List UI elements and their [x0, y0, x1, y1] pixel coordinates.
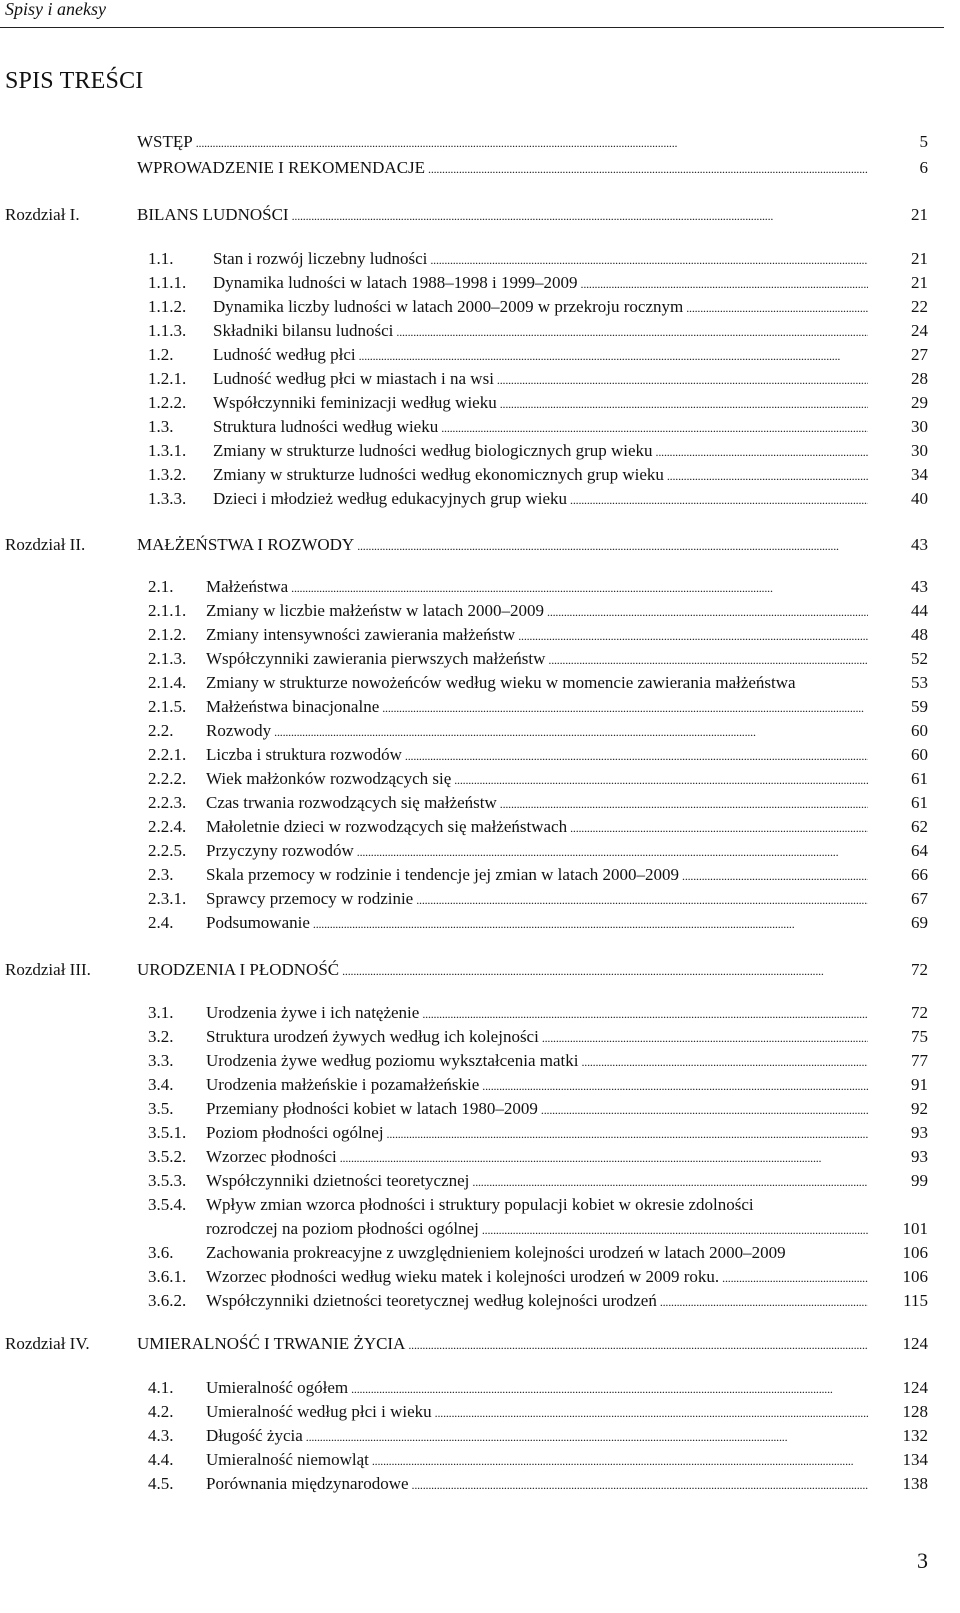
entry-title-text: Porównania międzynarodowe [206, 1474, 409, 1493]
toc-entry-row[interactable] [0, 392, 960, 414]
page-ref: 124 [902, 1334, 928, 1353]
entry-title [137, 1333, 868, 1356]
toc-entry-row[interactable] [0, 320, 960, 342]
entry-title-text: Zmiany w strukturze ludności według ekonomicznych grup wieku [213, 465, 664, 484]
toc-entry-row[interactable] [0, 864, 960, 886]
section-number: 3.2. [148, 1027, 174, 1046]
entry-title [206, 648, 868, 671]
entry-title-text: Przyczyny rozwodów [206, 841, 354, 860]
entry-title-text: Poziom płodności ogólnej [206, 1123, 384, 1142]
toc-entry-row[interactable] [0, 1449, 960, 1471]
toc-entry-row[interactable] [0, 1026, 960, 1048]
dot-leader [660, 1290, 868, 1313]
page-ref: 138 [902, 1474, 928, 1493]
page-ref: 52 [911, 649, 928, 668]
entry-title-text: URODZENIA I PŁODNOŚĆ [137, 960, 340, 979]
entry-title-text: WPROWADZENIE I REKOMENDACJE [137, 158, 426, 177]
toc-entry-row[interactable] [0, 1098, 960, 1120]
entry-title [206, 792, 868, 815]
section-number: 1.2. [148, 345, 174, 364]
toc-entry-row[interactable] [0, 296, 960, 318]
section-number: 4.3. [148, 1426, 174, 1445]
section-number: 1.1.2. [148, 297, 187, 316]
section-number: 1.1.3. [148, 321, 187, 340]
dot-leader [196, 131, 868, 154]
entry-title-text: Dzieci i młodzież według edukacyjnych grup wieku [213, 489, 568, 508]
section-number: 1.3. [148, 417, 174, 436]
page-ref: 44 [911, 601, 928, 620]
toc-heading: SPIS TREŚCI [5, 68, 144, 94]
section-number: 2.2.5. [148, 841, 187, 860]
entry-title [213, 416, 868, 439]
toc-entry-row[interactable] [0, 1290, 960, 1312]
page-number: 3 [917, 1548, 928, 1573]
entry-title-text: Urodzenia małżeńskie i pozamałżeńskie [206, 1075, 480, 1094]
entry-title-text: Zmiany w strukturze ludności według biologicznych grup wieku [213, 441, 653, 460]
toc-entry-row[interactable] [0, 440, 960, 462]
toc-entry-row[interactable] [0, 1002, 960, 1024]
entry-title-text: MAŁŻEŃSTWA I ROZWODY [137, 535, 355, 554]
section-number: 2.1.2. [148, 625, 187, 644]
page-ref: 93 [911, 1123, 928, 1142]
entry-title [206, 888, 868, 911]
page-ref: 6 [919, 158, 928, 177]
page-ref: 27 [911, 345, 928, 364]
toc-chapter-row[interactable] [0, 534, 960, 556]
toc-entry-row[interactable] [0, 416, 960, 438]
entry-title-text: Współczynniki dzietności teoretycznej [206, 1171, 470, 1190]
entry-title-text: Skala przemocy w rodzinie i tendencje jej zmian w latach 2000–2009 [206, 865, 680, 884]
entry-title-text: Dynamika liczby ludności w latach 2000–2009 w przekroju rocznym [213, 297, 684, 316]
toc-entry-row[interactable] [0, 720, 960, 742]
entry-title [206, 1122, 868, 1145]
dot-leader [482, 1218, 868, 1241]
entry-title [206, 1242, 868, 1264]
dot-leader [500, 792, 868, 815]
section-number: 4.5. [148, 1474, 174, 1493]
entry-title [206, 1146, 868, 1169]
toc-entry-row[interactable] [0, 1218, 960, 1240]
entry-title-text: Składniki bilansu ludności [213, 321, 394, 340]
dot-leader [408, 1333, 868, 1356]
page-ref: 61 [911, 769, 928, 788]
page-ref: 91 [911, 1075, 928, 1094]
dot-leader [351, 1377, 868, 1400]
chapter-label: Rozdział IV. [5, 1334, 90, 1353]
entry-title [206, 768, 868, 791]
page-ref: 134 [902, 1450, 928, 1469]
entry-title [206, 1377, 868, 1400]
toc-entry-row[interactable] [0, 696, 960, 718]
section-number: 1.1. [148, 249, 174, 268]
page-ref: 21 [911, 205, 928, 224]
page-ref: 106 [902, 1243, 928, 1262]
toc-entry-row[interactable] [0, 1266, 960, 1288]
toc-entry-row[interactable] [0, 912, 960, 934]
section-number: 3.3. [148, 1051, 174, 1070]
page-ref: 64 [911, 841, 928, 860]
entry-title-text: Przemiany płodności kobiet w latach 1980–2009 [206, 1099, 538, 1118]
toc-entry-row[interactable] [0, 672, 960, 694]
entry-title [213, 464, 868, 487]
entry-title-text: Ludność według płci w miastach i na wsi [213, 369, 494, 388]
dot-leader [306, 1425, 868, 1448]
page-ref: 124 [902, 1378, 928, 1397]
toc-entry-row[interactable] [0, 576, 960, 598]
section-number: 2.1. [148, 577, 174, 596]
section-number: 2.2.4. [148, 817, 187, 836]
page-ref: 53 [911, 673, 928, 692]
entry-title [213, 272, 868, 295]
page-ref: 62 [911, 817, 928, 836]
toc-entry-row[interactable] [0, 1377, 960, 1399]
entry-title-text: Ludność według płci [213, 345, 356, 364]
toc-entry-row[interactable] [0, 840, 960, 862]
section-number: 3.6. [148, 1243, 174, 1262]
dot-leader [412, 1473, 868, 1496]
page-ref: 48 [911, 625, 928, 644]
dot-leader [547, 600, 868, 623]
dot-leader [454, 768, 868, 791]
dot-leader [441, 416, 868, 439]
dot-leader [542, 1026, 868, 1049]
section-number: 1.3.2. [148, 465, 187, 484]
toc-entry-row[interactable] [0, 624, 960, 646]
section-number: 2.2.3. [148, 793, 187, 812]
page-ref: 106 [902, 1267, 928, 1286]
section-number: 2.1.3. [148, 649, 187, 668]
dot-leader [274, 720, 868, 743]
entry-title [206, 1218, 868, 1241]
dot-leader [387, 1122, 868, 1145]
chapter-label: Rozdział III. [5, 960, 91, 979]
dot-leader [667, 464, 868, 487]
section-number: 3.4. [148, 1075, 174, 1094]
dot-leader [405, 744, 868, 767]
dot-leader [497, 368, 868, 391]
entry-title-text: UMIERALNOŚĆ I TRWANIE ŻYCIA [137, 1334, 406, 1353]
toc-entry-row[interactable] [0, 1194, 960, 1216]
toc-entry-row[interactable] [0, 888, 960, 910]
entry-title-text: Dynamika ludności w latach 1988–1998 i 1999–2009 [213, 273, 578, 292]
entry-title-text: Małżeństwa binacjonalne [206, 697, 380, 716]
dot-leader [686, 296, 868, 319]
dot-leader [722, 1266, 868, 1289]
page-ref: 28 [911, 369, 928, 388]
entry-title [137, 534, 868, 557]
chapter-label: Rozdział I. [5, 205, 80, 224]
dot-leader [541, 1098, 868, 1121]
entry-title-text: Małoletnie dzieci w rozwodzących się małżeństwach [206, 817, 568, 836]
toc-entry-row[interactable] [0, 157, 960, 179]
toc-chapter-row[interactable] [0, 1333, 960, 1355]
entry-title [206, 1425, 868, 1448]
section-number: 3.5.3. [148, 1171, 187, 1190]
page-ref: 29 [911, 393, 928, 412]
toc-entry-row[interactable] [0, 1146, 960, 1168]
entry-title [213, 368, 868, 391]
section-number: 3.5.1. [148, 1123, 187, 1142]
entry-title [206, 576, 868, 599]
page-ref: 43 [911, 535, 928, 554]
dot-leader [382, 696, 868, 719]
entry-title-text: Umieralność ogółem [206, 1378, 349, 1397]
section-number: 1.2.2. [148, 393, 187, 412]
dot-leader [656, 440, 868, 463]
toc-entry-row[interactable] [0, 248, 960, 270]
entry-title-text: rozrodczej na poziom płodności ogólnej [206, 1219, 479, 1238]
entry-title-text: Wzorzec płodności według wieku matek i kolejności urodzeń w 2009 roku. [206, 1267, 720, 1286]
entry-title [206, 600, 868, 623]
entry-title [213, 320, 868, 343]
page-ref: 67 [911, 889, 928, 908]
section-number: 1.3.1. [148, 441, 187, 460]
toc-entry-row[interactable] [0, 648, 960, 670]
entry-title-text: Współczynniki zawierania pierwszych małżeństw [206, 649, 546, 668]
entry-title-text: Podsumowanie [206, 913, 310, 932]
dot-leader [340, 1146, 868, 1169]
dot-leader [342, 959, 868, 982]
section-number: 2.3.1. [148, 889, 187, 908]
entry-title [137, 959, 868, 982]
entry-title [137, 131, 868, 154]
entry-title-text: Małżeństwa [206, 577, 289, 596]
toc-entry-row[interactable] [0, 488, 960, 510]
section-number: 4.2. [148, 1402, 174, 1421]
toc-entry-row[interactable] [0, 600, 960, 622]
dot-leader [428, 157, 868, 180]
entry-title [206, 744, 868, 767]
section-number: 3.5.4. [148, 1195, 187, 1214]
entry-title [206, 1050, 868, 1073]
dot-leader [372, 1449, 868, 1472]
toc-entry-row[interactable] [0, 1170, 960, 1192]
entry-title [206, 1098, 868, 1121]
entry-title [206, 864, 868, 887]
entry-title-text: Długość życia [206, 1426, 303, 1445]
section-number: 2.1.4. [148, 673, 187, 692]
entry-title-text: Współczynniki dzietności teoretycznej według kolejności urodzeń [206, 1291, 657, 1310]
page-ref: 72 [911, 960, 928, 979]
toc-entry-row[interactable] [0, 1074, 960, 1096]
page-ref: 21 [911, 273, 928, 292]
entry-title [206, 696, 868, 719]
page-ref: 21 [911, 249, 928, 268]
toc-entry-row[interactable] [0, 1401, 960, 1423]
page-ref: 99 [911, 1171, 928, 1190]
section-number: 2.4. [148, 913, 174, 932]
entry-title [213, 440, 868, 463]
entry-title [206, 1002, 868, 1025]
section-number: 3.5.2. [148, 1147, 187, 1166]
section-number: 3.6.2. [148, 1291, 187, 1310]
entry-title-text: Rozwody [206, 721, 272, 740]
entry-title-text: BILANS LUDNOŚCI [137, 205, 289, 224]
toc-entry-row[interactable] [0, 1122, 960, 1144]
dot-leader [581, 272, 868, 295]
entry-title [206, 1194, 868, 1216]
entry-title [206, 1401, 868, 1424]
page-ref: 34 [911, 465, 928, 484]
dot-leader [357, 840, 868, 863]
dot-leader [292, 204, 868, 227]
page-ref: 93 [911, 1147, 928, 1166]
entry-title [206, 624, 868, 647]
page-ref: 66 [911, 865, 928, 884]
entry-title [206, 1170, 868, 1193]
dot-leader [548, 648, 868, 671]
entry-title [213, 344, 868, 367]
page-ref: 132 [902, 1426, 928, 1445]
toc-entry-row[interactable] [0, 768, 960, 790]
dot-leader [416, 888, 868, 911]
entry-title [213, 248, 868, 271]
section-number: 1.3.3. [148, 489, 187, 508]
dot-leader [430, 248, 868, 271]
page-ref: 60 [911, 745, 928, 764]
page-ref: 22 [911, 297, 928, 316]
entry-title-text: Zmiany w strukturze nowożeńców według wieku w momencie zawierania małżeństwa [206, 673, 796, 692]
entry-title-text: Wzorzec płodności [206, 1147, 337, 1166]
chapter-label: Rozdział II. [5, 535, 86, 554]
toc-entry-row[interactable] [0, 131, 960, 153]
page-ref: 61 [911, 793, 928, 812]
entry-title [206, 816, 868, 839]
dot-leader [570, 816, 868, 839]
dot-leader [581, 1050, 868, 1073]
toc-entry-row[interactable] [0, 792, 960, 814]
entry-title-text: Sprawcy przemocy w rodzinie [206, 889, 414, 908]
page-ref: 115 [903, 1291, 928, 1310]
toc-entry-row[interactable] [0, 464, 960, 486]
entry-title [206, 720, 868, 743]
toc-entry-row[interactable] [0, 1425, 960, 1447]
section-number: 1.1.1. [148, 273, 187, 292]
toc-entry-row[interactable] [0, 1242, 960, 1264]
entry-title [206, 840, 868, 863]
dot-leader [422, 1002, 868, 1025]
toc-entry-row[interactable] [0, 744, 960, 766]
entry-title-text: Stan i rozwój liczebny ludności [213, 249, 428, 268]
page-ref: 43 [911, 577, 928, 596]
entry-title-text: Struktura ludności według wieku [213, 417, 439, 436]
section-number: 4.1. [148, 1378, 174, 1397]
entry-title-text: Umieralność niemowląt [206, 1450, 369, 1469]
page-ref: 128 [902, 1402, 928, 1421]
dot-leader [291, 576, 868, 599]
toc-entry-row[interactable] [0, 816, 960, 838]
entry-title-text: Zmiany w liczbie małżeństw w latach 2000–2009 [206, 601, 545, 620]
page-ref: 69 [911, 913, 928, 932]
toc-entry-row[interactable] [0, 1473, 960, 1495]
entry-title [206, 1026, 868, 1049]
section-number: 2.1.5. [148, 697, 187, 716]
entry-title-text: Zachowania prokreacyjne z uwzględnieniem kolejności urodzeń w latach 2000–2009 [206, 1243, 786, 1262]
section-number: 2.1.1. [148, 601, 187, 620]
section-number: 3.1. [148, 1003, 174, 1022]
page-ref: 5 [919, 132, 928, 151]
page-ref: 30 [911, 441, 928, 460]
dot-leader [682, 864, 868, 887]
page-ref: 92 [911, 1099, 928, 1118]
running-header: Spisy i aneksy [5, 0, 106, 19]
entry-title-text: Współczynniki feminizacji według wieku [213, 393, 497, 412]
page-ref: 40 [911, 489, 928, 508]
dot-leader [357, 534, 868, 557]
dot-leader [435, 1401, 868, 1424]
entry-title-text: WSTĘP [137, 132, 193, 151]
toc-chapter-row[interactable] [0, 959, 960, 981]
entry-title-text: Struktura urodzeń żywych według ich kolejności [206, 1027, 539, 1046]
entry-title-text: Liczba i struktura rozwodów [206, 745, 402, 764]
section-number: 2.2.2. [148, 769, 187, 788]
entry-title [213, 488, 868, 511]
dot-leader [313, 912, 868, 935]
toc-entry-row[interactable] [0, 344, 960, 366]
page-ref: 77 [911, 1051, 928, 1070]
section-number: 1.2.1. [148, 369, 187, 388]
toc-entry-row[interactable] [0, 368, 960, 390]
entry-title [213, 392, 868, 415]
dot-leader [472, 1170, 868, 1193]
page-ref: 24 [911, 321, 928, 340]
page-ref: 30 [911, 417, 928, 436]
page-ref: 59 [911, 697, 928, 716]
page-ref: 101 [902, 1219, 928, 1238]
page-ref: 75 [911, 1027, 928, 1046]
section-number: 2.2.1. [148, 745, 187, 764]
entry-title [206, 1449, 868, 1472]
section-number: 4.4. [148, 1450, 174, 1469]
entry-title [206, 912, 868, 935]
section-number: 2.3. [148, 865, 174, 884]
dot-leader [518, 624, 868, 647]
entry-title-text: Umieralność według płci i wieku [206, 1402, 432, 1421]
entry-title [206, 672, 868, 694]
entry-title [137, 204, 868, 227]
page-ref: 72 [911, 1003, 928, 1022]
entry-title-text: Zmiany intensywności zawierania małżeństw [206, 625, 516, 644]
dot-leader [359, 344, 868, 367]
toc-entry-row[interactable] [0, 272, 960, 294]
toc-chapter-row[interactable] [0, 204, 960, 226]
entry-title [137, 157, 868, 180]
entry-title [213, 296, 868, 319]
entry-title [206, 1473, 868, 1496]
entry-title [206, 1266, 868, 1289]
dot-leader [396, 320, 868, 343]
toc-entry-row[interactable] [0, 1050, 960, 1072]
section-number: 2.2. [148, 721, 174, 740]
section-number: 3.6.1. [148, 1267, 187, 1286]
dot-leader [570, 488, 868, 511]
entry-title-text: Urodzenia żywe według poziomu wykształcenia matki [206, 1051, 579, 1070]
entry-title-text: Czas trwania rozwodzących się małżeństw [206, 793, 497, 812]
section-number: 3.5. [148, 1099, 174, 1118]
dot-leader [500, 392, 868, 415]
entry-title [206, 1290, 868, 1313]
entry-title-text: Urodzenia żywe i ich natężenie [206, 1003, 420, 1022]
entry-title-text: Wiek małżonków rozwodzących się [206, 769, 452, 788]
page-ref: 60 [911, 721, 928, 740]
entry-title-text: Wpływ zmian wzorca płodności i struktury populacji kobiet w okresie zdolności [206, 1195, 754, 1214]
dot-leader [482, 1074, 868, 1097]
entry-title [206, 1074, 868, 1097]
